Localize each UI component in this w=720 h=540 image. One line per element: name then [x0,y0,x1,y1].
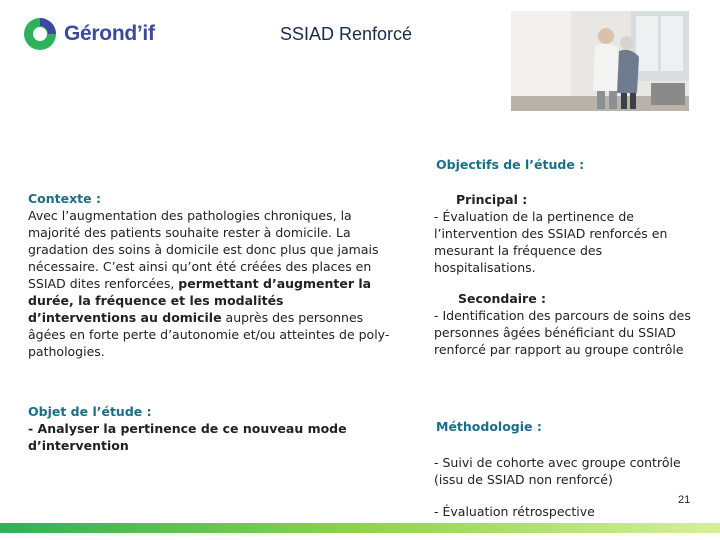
objet-block [28,403,358,454]
contexte-body-tail: auprès des personnes âgées en forte perte d’autonomie et/ou atteintes de poly-pathologies. [28,310,390,359]
principal-heading: Principal : [456,192,528,207]
secondaire-body: - Identification des parcours de soins des personnes âgées bénéficiant du SSIAD renforcé par rapport au groupe contrôle [434,308,691,357]
caregiver-with-elderly-photo [511,11,689,111]
methodologie-heading: Méthodologie : [436,419,542,434]
secondaire-heading: Secondaire : [458,291,547,306]
methodologie-suivi: - Suivi de cohorte avec groupe contrôle (issu de SSIAD non renforcé) [434,455,681,487]
logo-icon [22,16,58,52]
methodologie-evaluation: - Évaluation rétrospective [434,504,595,519]
contexte-block [28,190,393,360]
principal-body: - Évaluation de la pertinence de l’intervention des SSIAD renforcés en mesurant la fréquence des hospitalisations. [434,209,668,275]
contexte-body-plain: Avec l’augmentation des pathologies chroniques, la majorité des patients souhaite rester à domicile. La gradation des soins à domicile est donc plus que jamais nécessaire. C’est ainsi qu’ont été créées des places en SSIAD dites renforcées, [28,208,379,291]
contexte-body-bold: permettant d’augmenter la durée, la fréquence et les modalités d’interventions au domicile [28,276,372,325]
page-title: SSIAD Renforcé [280,24,413,44]
contexte-body [28,207,393,360]
objet-heading: Objet de l’étude : [28,404,152,419]
principal-block [434,191,704,276]
objectifs-heading: Objectifs de l’étude : [436,157,585,172]
secondaire-block [434,290,704,358]
logo [22,16,155,52]
objet-body: - Analyser la pertinence de ce nouveau mode d’intervention [28,421,347,453]
contexte-heading: Contexte : [28,191,101,206]
page-number: 21 [678,494,691,506]
logo-text: Gérond’if [64,22,155,45]
bottom-bar [0,523,720,533]
